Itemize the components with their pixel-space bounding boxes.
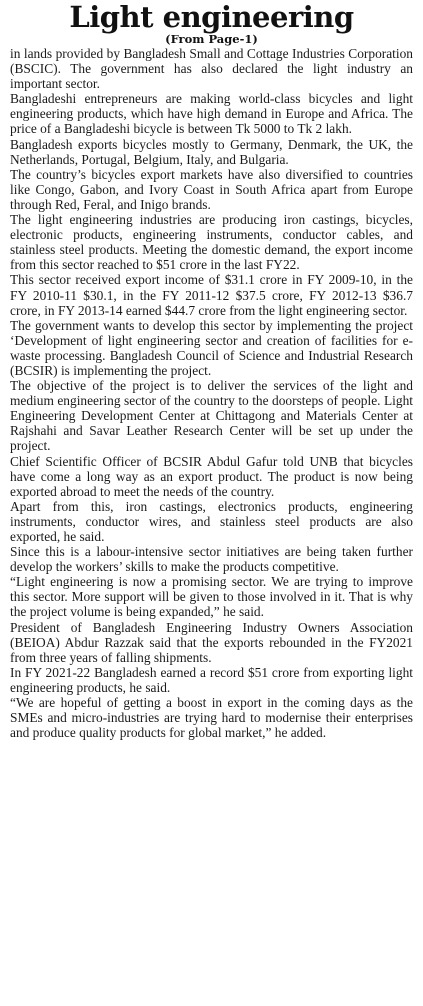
continued-from-label: (From Page-1) (165, 32, 258, 46)
article-paragraph: President of Bangladesh Engineering Industry Owners Association (BEIOA) Abdur Razzak said that the exports rebounded in the FY2021 from three years of falling shipments. (10, 619, 413, 665)
article-paragraph: Since this is a labour-intensive sector initiatives are being taken further develop the workers’ skills to make the products competitive. (10, 544, 413, 575)
article-paragraph: The objective of the project is to deliver the services of the light and medium engineering sector of the country to the doorsteps of people. Light Engineering Development Center at Chittagong and Materials Center at Rajshahi and Savar Leather Research Center will be set up under the project. (10, 378, 413, 454)
article-paragraph: In FY 2021-22 Bangladesh earned a record $51 crore from exporting light engineering products, he said. (10, 664, 413, 695)
article-paragraph: Bangladesh exports bicycles mostly to Germany, Denmark, the UK, the Netherlands, Portugal, Belgium, Italy, and Bulgaria. (10, 136, 413, 167)
article-paragraph: in lands provided by Bangladesh Small and Cottage Industries Corporation (BSCIC). The government has also declared the light industry an important sector. (10, 46, 413, 92)
article-paragraph: “We are hopeful of getting a boost in export in the coming days as the SMEs and micro-industries are trying hard to modernise their enterprises and produce quality products for global market,” he added. (10, 695, 413, 741)
article-paragraph: Chief Scientific Officer of BCSIR Abdul Gafur told UNB that bicycles have come a long way as an export product. The product is now being exported abroad to meet the needs of the country. (10, 453, 413, 499)
article-paragraph: The light engineering industries are producing iron castings, bicycles, electronic products, engineering instruments, conductor cables, and stainless steel products. Meeting the domestic demand, the export income from this sector reached to $51 crore in the last FY22. (10, 212, 413, 273)
article-body (10, 46, 413, 740)
article-paragraph: “Light engineering is now a promising sector. We are trying to improve this sector. More support will be given to those involved in it. That is why the project volume is being expanded,” he said. (10, 574, 413, 620)
article-paragraph: The government wants to develop this sector by implementing the project ‘Development of light engineering sector and creation of facilities for e-waste processing. Bangladesh Council of Science and Industrial Research (BCSIR) is implementing the project. (10, 317, 413, 378)
article-paragraph: Apart from this, iron castings, electronics products, engineering instruments, conductor wires, and stainless steel products are also exported, he said. (10, 498, 413, 544)
article-paragraph: Bangladeshi entrepreneurs are making world-class bicycles and light engineering products, which have high demand in Europe and Africa. The price of a Bangladeshi bicycle is between Tk 5000 to Tk 2 lakh. (10, 91, 413, 137)
article-paragraph: The country’s bicycles export markets have also diversified to countries like Congo, Gabon, and Ivory Coast in South Africa apart from Europe through Red, Feral, and Inigo brands. (10, 166, 413, 212)
headline: Light engineering (69, 0, 354, 34)
article-paragraph: This sector received export income of $31.1 crore in FY 2009-10, in the FY 2010-11 $30.1, in the FY 2011-12 $37.5 crore, FY 2012-13 $36.7 crore, in FY 2013-14 earned $44.7 crore from the light engineering sector. (10, 272, 413, 318)
